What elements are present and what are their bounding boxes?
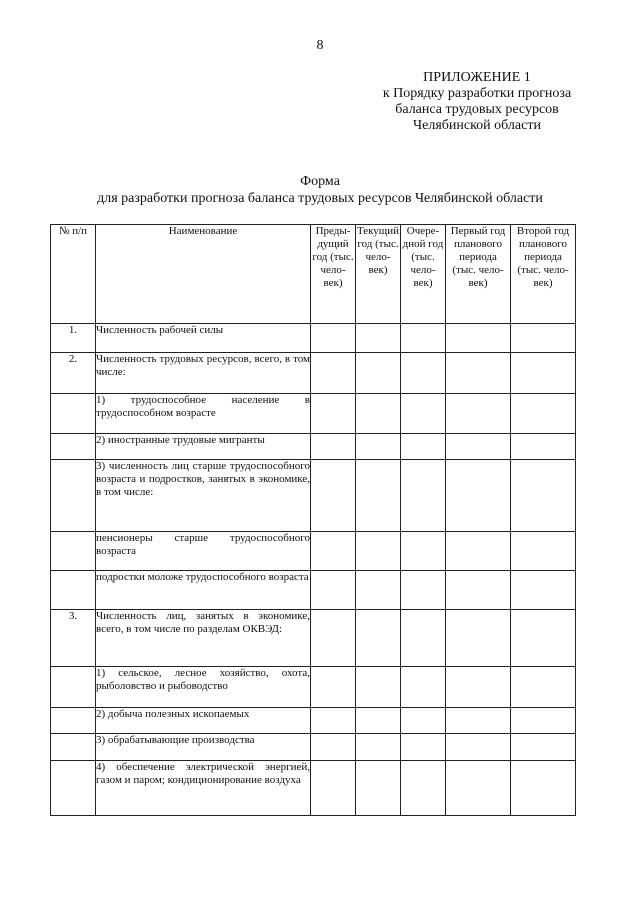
value-cell (446, 394, 511, 434)
table-row (51, 434, 576, 460)
header-num: № п/п (51, 225, 96, 324)
value-cell (311, 708, 356, 734)
value-cell (401, 434, 446, 460)
value-cell (356, 610, 401, 667)
value-cell (356, 434, 401, 460)
value-cell (401, 353, 446, 394)
row-num: 3. (51, 610, 96, 667)
row-name: Численность трудовых ресурсов, всего, в том числе: (96, 353, 311, 394)
value-cell (401, 324, 446, 353)
value-cell (446, 324, 511, 353)
table-row (51, 532, 576, 571)
value-cell (401, 394, 446, 434)
value-cell (511, 708, 576, 734)
value-cell (446, 667, 511, 708)
value-cell (356, 708, 401, 734)
value-cell (511, 667, 576, 708)
header-next-year: Очере-дной год (тыс. чело-век) (401, 225, 446, 324)
row-num (51, 734, 96, 761)
value-cell (311, 532, 356, 571)
value-cell (311, 324, 356, 353)
row-name: 2) добыча полезных ископаемых (96, 708, 311, 734)
table-row (51, 734, 576, 761)
value-cell (511, 460, 576, 532)
row-name: 2) иностранные трудовые мигранты (96, 434, 311, 460)
row-num (51, 708, 96, 734)
value-cell (311, 394, 356, 434)
value-cell (401, 532, 446, 571)
table-row (51, 571, 576, 610)
value-cell (446, 761, 511, 816)
row-num (51, 571, 96, 610)
value-cell (446, 532, 511, 571)
row-num (51, 460, 96, 532)
value-cell (311, 610, 356, 667)
value-cell (311, 734, 356, 761)
appendix-line-1: к Порядку разработки прогноза (382, 86, 572, 101)
value-cell (401, 571, 446, 610)
value-cell (446, 708, 511, 734)
value-cell (401, 460, 446, 532)
form-heading (0, 173, 640, 207)
header-row (51, 225, 576, 324)
value-cell (511, 761, 576, 816)
header-plan-year-1: Первый год планового периода (тыс. чело-век) (446, 225, 511, 324)
row-num (51, 434, 96, 460)
value-cell (401, 667, 446, 708)
row-name: Численность лиц, занятых в экономике, всего, в том числе по разделам ОКВЭД: (96, 610, 311, 667)
value-cell (511, 532, 576, 571)
value-cell (311, 667, 356, 708)
value-cell (446, 610, 511, 667)
appendix-line-2: баланса трудовых ресурсов (395, 102, 559, 117)
table-row (51, 324, 576, 353)
row-name: подростки моложе трудоспособного возраста (96, 571, 311, 610)
value-cell (401, 610, 446, 667)
appendix-title: ПРИЛОЖЕНИЕ 1 (423, 70, 531, 85)
value-cell (356, 761, 401, 816)
value-cell (511, 571, 576, 610)
row-num (51, 394, 96, 434)
value-cell (511, 434, 576, 460)
header-name: Наименование (96, 225, 311, 324)
value-cell (401, 734, 446, 761)
value-cell (446, 460, 511, 532)
table-row (51, 761, 576, 816)
row-num (51, 532, 96, 571)
form-title: Форма (300, 174, 340, 189)
value-cell (311, 353, 356, 394)
value-cell (356, 460, 401, 532)
value-cell (511, 610, 576, 667)
value-cell (401, 761, 446, 816)
row-name: пенсионеры старше трудоспособного возраста (96, 532, 311, 571)
header-current-year: Текущий год (тыс. чело-век) (356, 225, 401, 324)
value-cell (356, 571, 401, 610)
value-cell (311, 761, 356, 816)
value-cell (511, 394, 576, 434)
page-number: 8 (316, 38, 324, 53)
value-cell (446, 353, 511, 394)
value-cell (511, 324, 576, 353)
appendix-block (362, 70, 592, 134)
value-cell (356, 324, 401, 353)
row-name: 1) трудоспособное население в трудоспособном возрасте (96, 394, 311, 434)
row-name: 3) обрабатывающие производства (96, 734, 311, 761)
table-row (51, 667, 576, 708)
value-cell (446, 734, 511, 761)
value-cell (356, 532, 401, 571)
table-row (51, 708, 576, 734)
value-cell (311, 460, 356, 532)
form-subtitle: для разработки прогноза баланса трудовых ресурсов Челябинской области (97, 191, 543, 206)
value-cell (356, 734, 401, 761)
value-cell (511, 353, 576, 394)
forecast-table (50, 224, 576, 816)
value-cell (401, 708, 446, 734)
table-row (51, 460, 576, 532)
value-cell (356, 394, 401, 434)
row-num: 2. (51, 353, 96, 394)
value-cell (356, 667, 401, 708)
value-cell (446, 571, 511, 610)
row-name: 4) обеспечение электрической энергией, газом и паром; кондиционирование воздуха (96, 761, 311, 816)
row-num (51, 667, 96, 708)
row-name: 3) численность лиц старше трудоспособного возраста и подростков, занятых в экономике, в том числе: (96, 460, 311, 532)
row-name: Численность рабочей силы (96, 324, 311, 353)
row-name: 1) сельское, лесное хозяйство, охота, рыболовство и рыбоводство (96, 667, 311, 708)
value-cell (446, 434, 511, 460)
value-cell (311, 571, 356, 610)
table-row (51, 394, 576, 434)
row-num: 1. (51, 324, 96, 353)
table-row (51, 610, 576, 667)
appendix-line-3: Челябинской области (413, 118, 541, 133)
row-num (51, 761, 96, 816)
header-plan-year-2: Второй год планового периода (тыс. чело-век) (511, 225, 576, 324)
table-row (51, 353, 576, 394)
value-cell (311, 434, 356, 460)
value-cell (511, 734, 576, 761)
value-cell (356, 353, 401, 394)
header-prev-year: Преды-дущий год (тыс. чело-век) (311, 225, 356, 324)
